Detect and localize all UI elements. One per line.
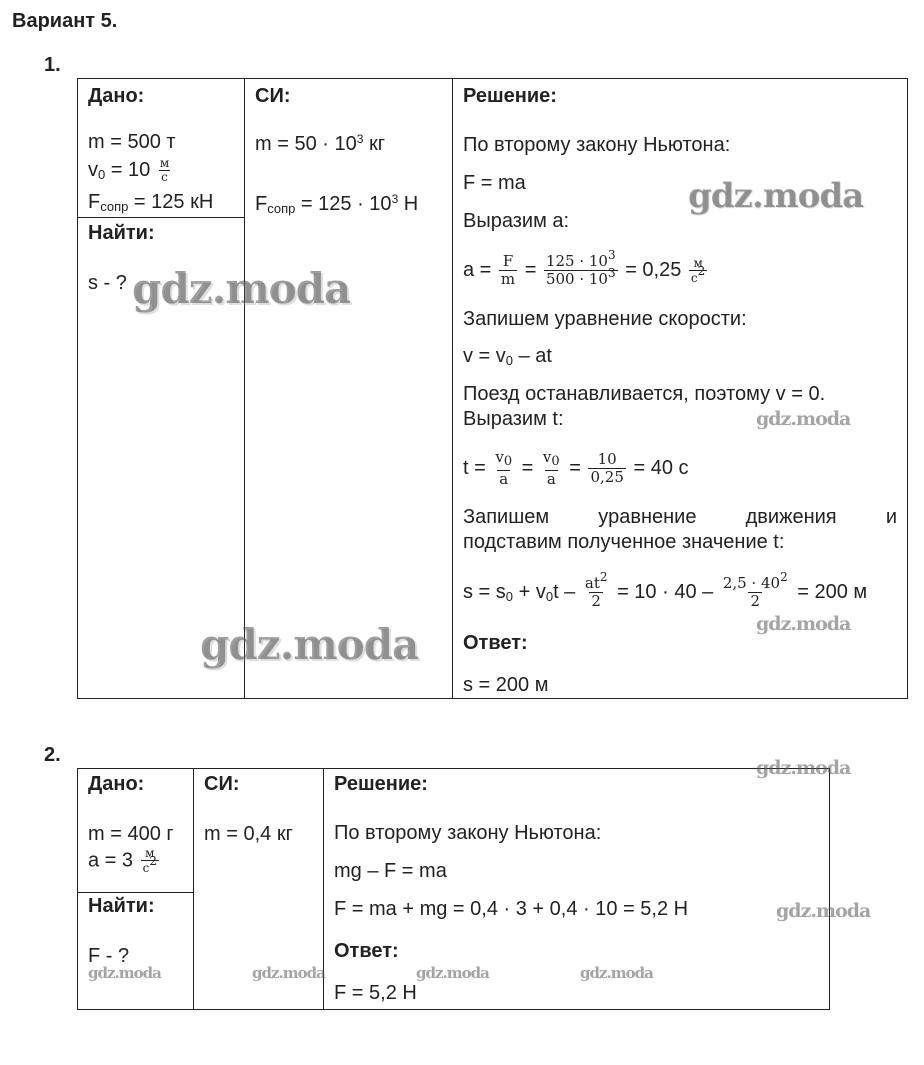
task-1-number: 1. [44, 54, 61, 76]
task-2-given-cell [78, 769, 194, 893]
fraction: $\frac{2,5 \cdot 40^2}{2}$ [722, 570, 788, 611]
task-1-table [77, 78, 908, 699]
watermark: gdz.moda [132, 264, 351, 313]
f-symbol: F [88, 191, 101, 213]
solution-line: Выразим t: [463, 408, 564, 430]
solution-line: По второму закону Ньютона: [334, 822, 602, 844]
task-1-si-cell [245, 79, 453, 699]
v-symbol: v [88, 158, 98, 181]
solution-line: F = ma [463, 172, 526, 194]
formula-distance: $s = s_0 + v_0t$ – $\frac{at^2}{2}$ = 10 · 40 – $\frac{2,5 \cdot 40^2}{2}$ = 200 м [463, 570, 868, 611]
find-value: F - ? [88, 944, 130, 967]
answer-header: Ответ: [463, 632, 528, 654]
fraction: $\frac{v_0}{a}$ [542, 448, 560, 489]
task-2-find-cell [78, 892, 194, 1010]
given-mass: m = 400 г [88, 823, 174, 845]
si-mass: m = 0,4 кг [204, 823, 293, 845]
watermark: gdz.moda [688, 176, 864, 216]
task-2-solution-cell [324, 769, 830, 1010]
velocity-unit: $\frac{м}{с}$ [159, 156, 170, 184]
acceleration-unit: $\frac{м}{с^2}$ [142, 846, 157, 875]
fraction: $\frac{F}{m}$ [500, 252, 516, 289]
solution-line-justified: Запишем уравнение движения и [463, 506, 897, 528]
watermark: gdz.moda [580, 964, 653, 982]
solution-line: mg – F = ma [334, 860, 447, 882]
solution-line: Поезд останавливается, поэтому v = 0. [463, 383, 826, 405]
si-header: СИ: [204, 773, 240, 795]
watermark: gdz.moda [756, 757, 851, 779]
v-subscript: 0 [98, 166, 106, 182]
si-force: $F_{сопр} = 125 \cdot 10^3$ Н [255, 192, 419, 216]
task-1-solution-cell [453, 79, 908, 699]
v-value: = 10 [105, 158, 151, 181]
solution-line: F = ma + mg = 0,4 · 3 + 0,4 · 10 = 5,2 Н [334, 898, 689, 920]
solution-line: Запишем уравнение скорости: [463, 308, 747, 330]
solution-line: подставим полученное значение t: [463, 531, 785, 553]
solution-header: Решение: [463, 85, 557, 107]
given-acceleration: a = 3 $\frac{м}{с^2}$ [88, 846, 157, 875]
si-header: СИ: [255, 85, 291, 107]
given-header: Дано: [88, 773, 145, 795]
acceleration-unit: $\frac{м}{с^2}$ [690, 255, 706, 285]
formula-acceleration: a = $\frac{F}{m}$ = $\frac{125 \cdot 10^3}{500 \cdot 10^3}$ = 0,25 $\frac{м}{с^2}$ [463, 248, 706, 289]
solution-header: Решение: [334, 773, 428, 795]
answer-value: F = 5,2 Н [334, 982, 417, 1004]
given-header: Дано: [88, 85, 145, 107]
answer-value: s = 200 м [463, 674, 549, 696]
fraction: $\frac{125 \cdot 10^3}{500 \cdot 10^3}$ [545, 248, 616, 289]
fraction: $\frac{at^2}{2}$ [584, 570, 608, 611]
given-resistance-force [88, 191, 213, 214]
find-header: Найти: [88, 222, 155, 244]
si-mass: $m = 50 \cdot 10^3$ кг [255, 132, 386, 155]
given-velocity [88, 157, 173, 184]
fraction: $\frac{v_0}{a}$ [495, 448, 513, 489]
watermark: gdz.moda [756, 613, 851, 635]
watermark: gdz.moda [88, 964, 161, 982]
watermark: gdz.moda [776, 900, 871, 922]
watermark: gdz.moda [416, 964, 489, 982]
f-subscript: сопр [100, 199, 129, 214]
watermark: gdz.moda [252, 964, 325, 982]
given-mass: m = 500 т [88, 131, 176, 153]
page-title: Вариант 5. [12, 10, 118, 32]
formula-time: t = $\frac{v_0}{a}$ = $\frac{v_0}{a}$ = $\frac{10}{0,25}$ = 40 с [463, 448, 689, 489]
find-header: Найти: [88, 894, 155, 917]
task-2-number: 2. [44, 744, 61, 766]
task-1-given-cell [78, 79, 245, 218]
fraction: $\frac{10}{0,25}$ [590, 450, 624, 487]
solution-line: Выразим a: [463, 210, 570, 232]
watermark: gdz.moda [756, 408, 851, 430]
answer-header: Ответ: [334, 940, 399, 962]
watermark: gdz.moda [200, 620, 419, 669]
f-value: = 125 кН [128, 191, 214, 213]
solution-line: По второму закону Ньютона: [463, 134, 731, 156]
formula-velocity: $v = v_0$ – at [463, 345, 552, 368]
find-value: s - ? [88, 272, 127, 294]
